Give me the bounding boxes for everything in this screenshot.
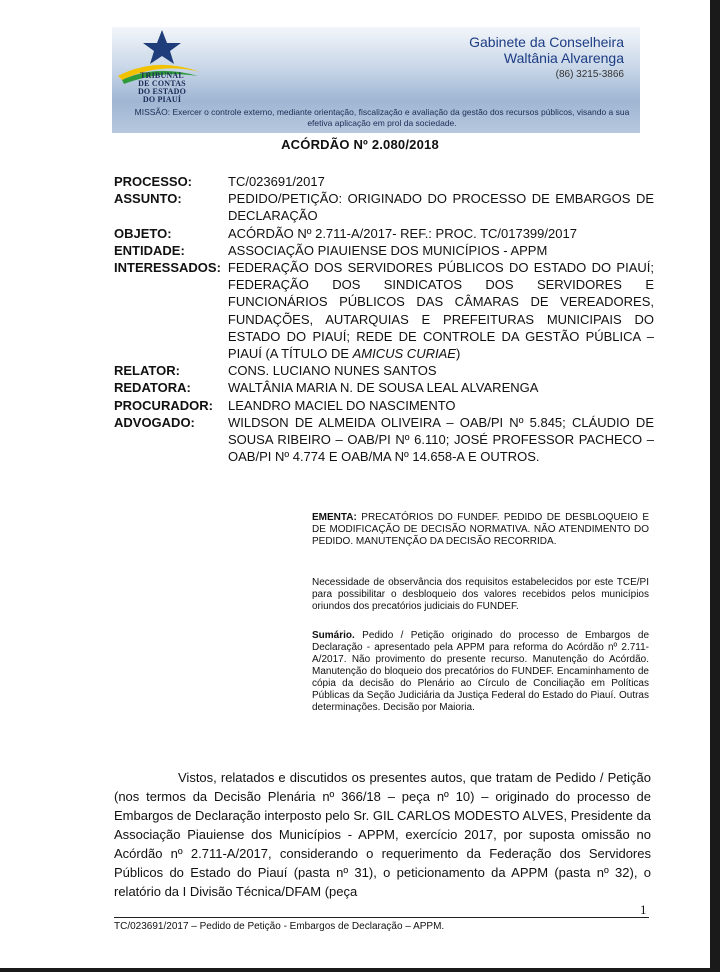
field-relator [114, 362, 654, 379]
field-value: WILDSON DE ALMEIDA OLIVEIRA – OAB/PI Nº 5.845; CLÁUDIO DE SOUSA RIBEIRO – OAB/PI Nº 6.110; JOSÉ PROFESSOR PACHECO – OAB/PI Nº 4.774 E OAB/MA Nº 14.658-A E OUTROS. [228, 414, 654, 465]
logo-line: DO ESTADO [137, 87, 187, 96]
field-redatora [114, 379, 654, 396]
field-label: ENTIDADE: [114, 242, 185, 258]
field-processo [114, 173, 654, 190]
ementa-text: PRECATÓRIOS DO FUNDEF. PEDIDO DE DESBLOQUEIO E DE MODIFICAÇÃO DE DECISÃO NORMATIVA. NÃO ATENDIMENTO DO PEDIDO. MANUTENÇÃO DA DECISÃO RECORRIDA. [312, 512, 650, 547]
logo-text [132, 72, 192, 104]
interessados-italic: AMICUS CURIAE [352, 346, 456, 362]
field-label: ASSUNTO: [114, 191, 182, 207]
mission-statement: MISSÃO: Exercer o controle externo, mediante orientação, fiscalização e avaliação da gestão dos recursos públicos, visando a sua efetiva aplicação em prol da sociedade. [134, 107, 630, 128]
interessados-text: FEDERAÇÃO DOS SERVIDORES PÚBLICOS DO ESTADO DO PIAUÍ; FEDERAÇÃO DOS SINDICATOS DOS SERVIDORES E FUNCIONÁRIOS PÚBLICOS DAS CÂMARAS DE VEREADORES, FUNDAÇÕES, AUTARQUIAS E PREFEITURAS MUNICIPAIS DO ESTADO DO PIAUÍ; REDE DE CONTROLE DA GESTÃO PÚBLICA – PIAUÍ (A TÍTULO DE [227, 260, 654, 362]
interessados-end: ) [455, 346, 461, 362]
field-value: TC/023691/2017 [228, 174, 325, 189]
field-value: PEDIDO/PETIÇÃO: ORIGINADO DO PROCESSO DE EMBARGOS DE DECLARAÇÃO [228, 191, 654, 224]
field-interessados [114, 259, 654, 362]
body-text [114, 768, 651, 901]
field-procurador [114, 397, 654, 414]
sumario-block [312, 630, 649, 714]
field-entidade [114, 242, 654, 259]
office-name: Waltânia Alvarenga [503, 50, 624, 66]
field-value: LEANDRO MACIEL DO NASCIMENTO [228, 397, 456, 413]
field-value: ASSOCIAÇÃO PIAUIENSE DOS MUNICÍPIOS - APPM [228, 242, 548, 258]
logo-line: TRIBUNAL [140, 71, 184, 80]
sumario-text: Pedido / Petição originado do processo de Embargos de Declaração - apresentado pela APPM para reforma do Acórdão nº 2.711-A/2017. Não provimento do presente recurso. Manutenção do Acórdão. Manutenção do bloqueio dos precatórios do FUNDEF. Encaminhamento de cópia da decisão do Plenário ao Círculo de Conciliação em Políticas Públicas da Seção Judiciária da Justiça Federal do Estado do Piauí. Outras determinações. Decisão por Maioria. [312, 630, 649, 713]
field-objeto [114, 225, 654, 242]
field-label: REDATORA: [114, 380, 191, 396]
ementa-label: EMENTA: [312, 512, 357, 523]
office-phone: (86) 3215-3866 [555, 69, 624, 80]
footer-text: TC/023691/2017 – Pedido de Petição - Embargos de Declaração – APPM. [114, 921, 445, 932]
ementa-block [312, 512, 649, 548]
field-label: RELATOR: [114, 363, 180, 379]
document-title: ACÓRDÃO Nº 2.080/2018 [281, 137, 439, 152]
sumario-label: Sumário. [312, 630, 355, 641]
field-label: ADVOGADO: [114, 414, 195, 430]
office-block [469, 34, 624, 82]
necessidade-text: Necessidade de observância dos requisitos estabelecidos por este TCE/PI para possibilitar o desbloqueio dos valores recebidos pelos municípios oriundos dos precatórios judiciais do FUNDEF. [312, 577, 649, 612]
field-assunto [114, 190, 654, 224]
office-title: Gabinete da Conselheira [469, 34, 624, 50]
field-label: PROCESSO: [114, 174, 193, 189]
body-paragraph: Vistos, relatados e discutidos os presentes autos, que tratam de Pedido / Petição (nos termos da Decisão Plenária nº 366/18 – peça nº 10) – originado do processo de Embargos de Declaração interposto pelo Sr. GIL CARLOS MODESTO ALVES, Presidente da Associação Piauiense dos Municípios - APPM, exercício 2017, por suposta omissão no Acórdão nº 2.711-A/2017, considerando o requerimento da Federação dos Servidores Públicos do Estado do Piauí (pasta nº 31), o peticionamento da APPM (pasta nº 32), o relatório da I Divisão Técnica/DFAM (peça [114, 770, 651, 899]
logo-line: DO PIAUÍ [142, 95, 182, 104]
field-value: CONS. LUCIANO NUNES SANTOS [228, 363, 437, 379]
field-advogado [114, 414, 654, 466]
footer-divider [114, 917, 649, 918]
field-label: OBJETO: [114, 225, 172, 241]
page-number: 1 [640, 902, 647, 917]
field-label: PROCURADOR: [114, 397, 213, 413]
field-value: WALTÂNIA MARIA N. DE SOUSA LEAL ALVARENGA [228, 380, 539, 396]
field-value [221, 259, 654, 362]
logo-line: DE CONTAS [138, 79, 186, 88]
field-label: INTERESSADOS: [114, 260, 221, 276]
field-value: ACÓRDÃO Nº 2.711-A/2017- REF.: PROC. TC/017399/2017 [228, 225, 577, 241]
case-fields [114, 173, 654, 465]
